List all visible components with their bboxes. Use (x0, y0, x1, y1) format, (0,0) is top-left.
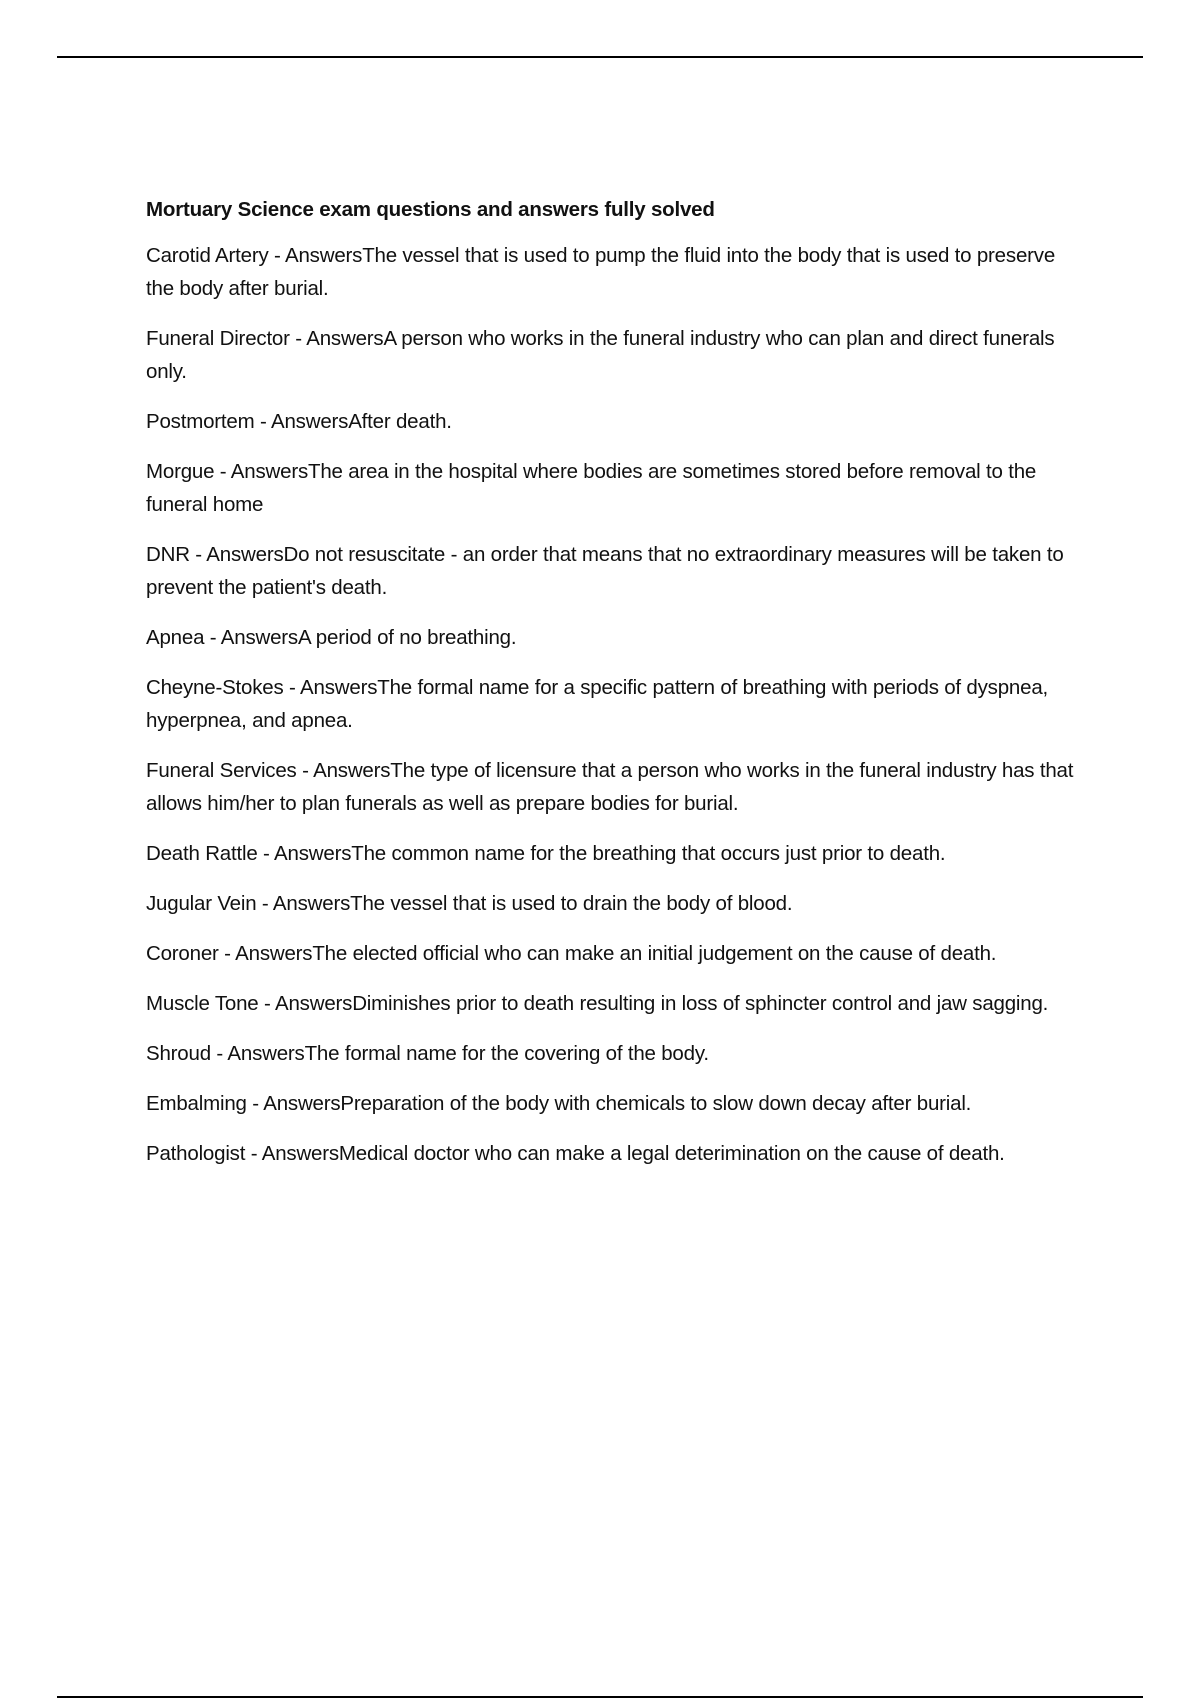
qa-entry-embalming: Embalming - AnswersPreparation of the body with chemicals to slow down decay after burial. (146, 1092, 972, 1115)
page-header-rule (57, 56, 1143, 58)
qa-entry-shroud: Shroud - AnswersThe formal name for the covering of the body. (146, 1042, 709, 1065)
qa-entry-postmortem: Postmortem - AnswersAfter death. (146, 410, 452, 433)
qa-entry-morgue: Morgue - AnswersThe area in the hospital where bodies are sometimes stored before removal to the funeral home (146, 460, 1037, 516)
qa-entry-death-rattle: Death Rattle - AnswersThe common name for the breathing that occurs just prior to death. (146, 842, 946, 865)
document-body (146, 197, 1086, 1187)
qa-entry-carotid-artery: Carotid Artery - AnswersThe vessel that is used to pump the fluid into the body that is used to preserve the body after burial. (146, 244, 1056, 300)
qa-list (146, 239, 1086, 1170)
qa-entry-coroner: Coroner - AnswersThe elected official who can make an initial judgement on the cause of death. (146, 942, 997, 965)
qa-entry-cheyne-stokes: Cheyne-Stokes - AnswersThe formal name for a specific pattern of breathing with periods of dyspnea, hyperpnea, and apnea. (146, 676, 1049, 732)
document-title: Mortuary Science exam questions and answers fully solved (146, 198, 715, 221)
qa-entry-jugular-vein: Jugular Vein - AnswersThe vessel that is used to drain the body of blood. (146, 892, 793, 915)
page-footer-rule (57, 1696, 1143, 1698)
qa-entry-pathologist: Pathologist - AnswersMedical doctor who can make a legal deterimination on the cause of death. (146, 1142, 1005, 1165)
qa-entry-funeral-director: Funeral Director - AnswersA person who works in the funeral industry who can plan and direct funerals only. (146, 327, 1055, 383)
qa-entry-muscle-tone: Muscle Tone - AnswersDiminishes prior to death resulting in loss of sphincter control and jaw sagging. (146, 992, 1049, 1015)
qa-entry-dnr: DNR - AnswersDo not resuscitate - an order that means that no extraordinary measures will be taken to prevent the patient's death. (146, 543, 1064, 599)
qa-entry-funeral-services: Funeral Services - AnswersThe type of licensure that a person who works in the funeral industry has that allows him/her to plan funerals as well as prepare bodies for burial. (146, 759, 1074, 815)
qa-entry-apnea: Apnea - AnswersA period of no breathing. (146, 626, 517, 649)
